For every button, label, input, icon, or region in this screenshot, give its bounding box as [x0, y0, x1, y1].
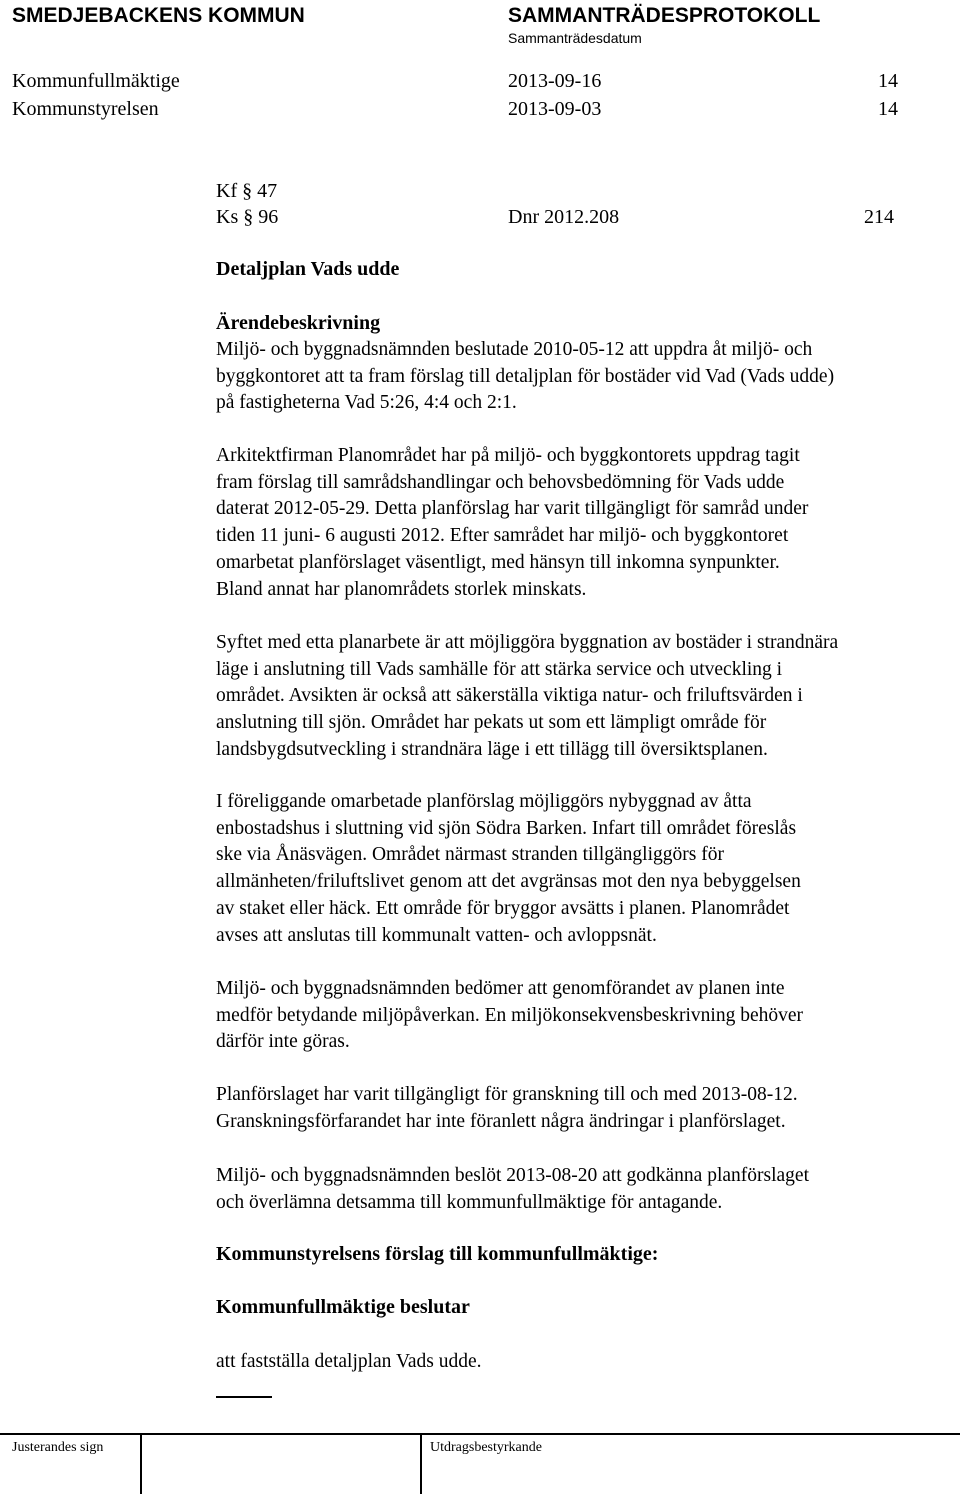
- paragraph-line: daterat 2012-05-29. Detta planförslag har varit tillgängligt för samråd under: [216, 498, 809, 520]
- footer-rule: [0, 1433, 960, 1435]
- decision-heading: Kommunfullmäktige beslutar: [216, 1296, 470, 1318]
- paragraph-line: och överlämna detsamma till kommunfullmäktige för antagande.: [216, 1191, 723, 1213]
- paragraph-line: Miljö- och byggnadsnämnden beslutade 2010-05-12 att uppdra åt miljö- och: [216, 339, 813, 360]
- paragraph-line: I föreliggande omarbetade planförslag möjliggörs nybyggnad av åtta: [216, 791, 752, 812]
- extract-label: Utdragsbestyrkande: [430, 1440, 542, 1455]
- paragraph-line: därför inte göras.: [216, 1031, 350, 1053]
- paragraph-2: [216, 443, 936, 603]
- decision-text: att fastställa detaljplan Vads udde.: [216, 1351, 482, 1372]
- paragraph-line: allmänheten/friluftslivet genom att det avgränsas mot den nya bebyggelsen: [216, 871, 801, 893]
- paragraph-3: [216, 630, 936, 764]
- paragraph-line: enbostadshus i sluttning vid sjön Södra Barken. Infart till området föreslås: [216, 817, 797, 839]
- paragraph-line: byggkontoret att ta fram förslag till detaljplan för bostäder vid Vad (Vads udde): [216, 365, 835, 387]
- footer-divider: [140, 1433, 142, 1494]
- paragraph-line: Granskningsförfarandet har inte föranlett några ändringar i planförslaget.: [216, 1110, 786, 1132]
- proposal-heading: Kommunstyrelsens förslag till kommunfullmäktige:: [216, 1243, 659, 1265]
- paragraph-line: anslutning till sjön. Området har pekats ut som ett lämpligt område för: [216, 712, 767, 734]
- ks-reference: Ks § 96: [216, 206, 279, 228]
- document-type: SAMMANTRÄDESPROTOKOLL: [508, 4, 821, 27]
- paragraph-line: medför betydande miljöpåverkan. En miljökonsekvensbeskrivning behöver: [216, 1004, 804, 1026]
- kf-reference: Kf § 47: [216, 180, 278, 202]
- paragraph-4: [216, 789, 936, 949]
- paragraph-line: omarbetat planförslaget väsentligt, med hänsyn till inkomna synpunkter.: [216, 551, 780, 573]
- section-heading: Ärendebeskrivning: [216, 312, 381, 334]
- meeting-body-2: Kommunstyrelsen: [12, 98, 159, 120]
- meeting-page-1: 14: [878, 70, 898, 92]
- paragraph-line: på fastigheterna Vad 5:26, 4:4 och 2:1.: [216, 392, 517, 414]
- case-number: 214: [864, 206, 894, 228]
- meeting-body-1: Kommunfullmäktige: [12, 70, 180, 92]
- paragraph-line: fram förslag till samrådshandlingar och behovsbedömning för Vads udde: [216, 471, 785, 493]
- paragraph-line: Miljö- och byggnadsnämnden bedömer att genomförandet av planen inte: [216, 978, 785, 999]
- case-title: Detaljplan Vads udde: [216, 258, 400, 280]
- paragraph-7: [216, 1163, 936, 1216]
- meeting-page-2: 14: [878, 98, 898, 120]
- paragraph-line: avses att anslutas till kommunalt vatten- och avloppsnät.: [216, 924, 657, 946]
- paragraph-line: ske via Ånäsvägen. Området närmast stranden tillgängliggörs för: [216, 844, 724, 866]
- sign-label: Justerandes sign: [12, 1440, 104, 1455]
- footer-divider: [420, 1433, 422, 1494]
- paragraph-line: tiden 11 juni- 6 augusti 2012. Efter samrådet har miljö- och byggkontoret: [216, 525, 789, 547]
- paragraph-line: läge i anslutning till Vads samhälle för att stärka service och utveckling i: [216, 658, 783, 680]
- paragraph-line: området. Avsikten är också att säkerställa viktiga natur- och friluftsvärden i: [216, 685, 803, 707]
- paragraph-line: Arkitektfirman Planområdet har på miljö- och byggkontorets uppdrag tagit: [216, 445, 800, 466]
- paragraph-1: [216, 337, 936, 417]
- paragraph-line: Bland annat har planområdets storlek minskats.: [216, 578, 587, 600]
- meeting-date-1: 2013-09-16: [508, 70, 602, 92]
- meeting-date-2: 2013-09-03: [508, 98, 602, 120]
- date-label: Sammanträdesdatum: [508, 30, 642, 46]
- end-rule: [216, 1396, 272, 1398]
- paragraph-line: landsbygdsutveckling i strandnära läge i ett tillägg till översiktsplanen.: [216, 738, 768, 760]
- dnr-number: Dnr 2012.208: [508, 206, 620, 228]
- paragraph-5: [216, 976, 936, 1056]
- paragraph-line: Syftet med etta planarbete är att möjliggöra byggnation av bostäder i strandnära: [216, 632, 839, 653]
- municipality-name: SMEDJEBACKENS KOMMUN: [12, 4, 305, 27]
- paragraph-6: [216, 1082, 936, 1135]
- paragraph-line: av staket eller häck. Ett område för bryggor avsätts i planen. Planområdet: [216, 897, 790, 919]
- paragraph-line: Planförslaget har varit tillgängligt för granskning till och med 2013-08-12.: [216, 1084, 798, 1105]
- paragraph-line: Miljö- och byggnadsnämnden beslöt 2013-08-20 att godkänna planförslaget: [216, 1165, 809, 1186]
